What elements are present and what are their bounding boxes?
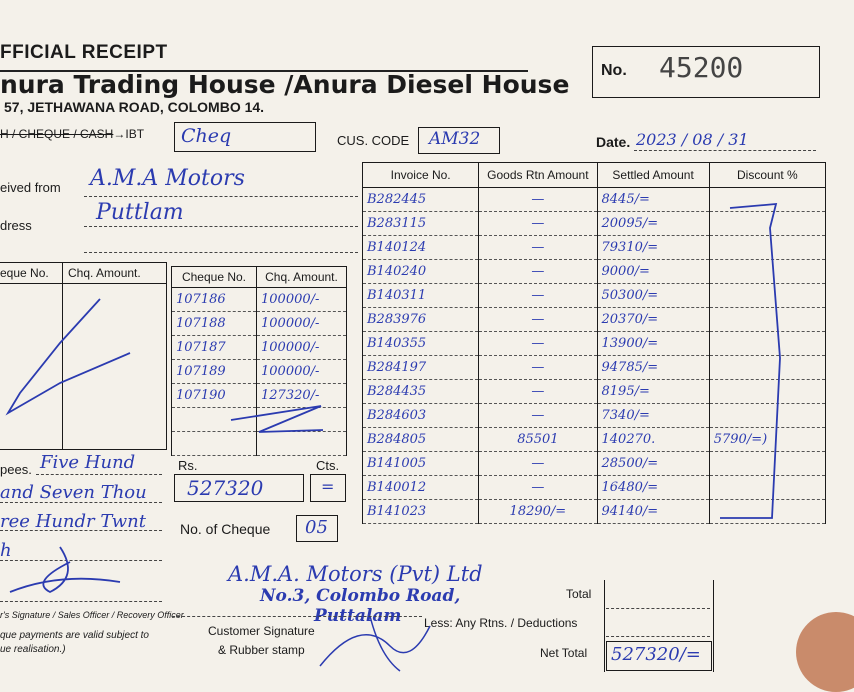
- rupees-words-line3: ree Hundr Twnt: [0, 511, 146, 532]
- goods-rtn-cell: —: [479, 476, 597, 500]
- cts-amount-box: [310, 474, 346, 502]
- settled-amount-cell: 79310/=: [597, 236, 709, 260]
- less-deductions-label: Less: Any Rtns. / Deductions: [424, 616, 578, 630]
- company-name: nura Trading House /Anura Diesel House: [0, 70, 570, 99]
- rupees-line-1: [36, 474, 162, 475]
- stamp-line-3: Puttalam: [314, 606, 402, 626]
- goods-rtn-cell: —: [479, 308, 597, 332]
- stamp-line-2: No.3, Colombo Road,: [260, 586, 461, 606]
- invoice-no-cell: B284435: [363, 380, 479, 404]
- address-label: dress: [0, 218, 32, 233]
- goods-rtn-cell: 18290/=: [479, 500, 597, 524]
- invoice-header-settled: Settled Amount: [597, 163, 709, 188]
- settled-amount-cell: 8445/=: [597, 188, 709, 212]
- cus-code-label: CUS. CODE: [337, 133, 410, 148]
- net-total-box: [606, 641, 712, 671]
- cheque-amount: 100000/-: [257, 336, 347, 360]
- no-of-cheque-value: 05: [305, 517, 328, 538]
- goods-rtn-cell: 85501: [479, 428, 597, 452]
- date-line: [634, 150, 816, 151]
- invoice-no-cell: B140311: [363, 284, 479, 308]
- cheque-note-2: ue realisation.): [0, 644, 66, 655]
- less-line: [606, 636, 710, 637]
- payment-mode-ibt: IBT: [125, 127, 145, 141]
- net-total-label: Net Total: [540, 646, 588, 660]
- invoice-no-cell: B284805: [363, 428, 479, 452]
- address-line: [84, 226, 358, 227]
- signature-scribble: [310, 596, 450, 676]
- total-line: [606, 608, 710, 609]
- invoice-no-cell: B140355: [363, 332, 479, 356]
- settled-amount-cell: 7340/=: [597, 404, 709, 428]
- settled-amount-cell: 20095/=: [597, 212, 709, 236]
- total-label: Total: [566, 587, 592, 601]
- cus-code-value: AM32: [429, 129, 481, 149]
- table-row: [172, 360, 347, 384]
- left-cheque-table: [0, 262, 167, 450]
- thumb-photo: [796, 612, 854, 692]
- left-cheque-header-no: eque No.: [0, 266, 49, 280]
- payment-mode-arrow: →: [113, 127, 126, 141]
- invoice-no-cell: B282445: [363, 188, 479, 212]
- date-value: 2023 / 08 / 31: [636, 130, 749, 149]
- invoice-no-cell: B140124: [363, 236, 479, 260]
- cheque-table: [171, 266, 347, 456]
- settled-amount-cell: 16480/=: [597, 476, 709, 500]
- date-label: Date.: [596, 134, 631, 150]
- cus-code-box: [418, 127, 500, 154]
- invoice-header-discount: Discount %: [709, 163, 825, 188]
- goods-rtn-cell: —: [479, 452, 597, 476]
- discount-bracket-mark: [710, 188, 826, 548]
- rs-amount-box: [174, 474, 304, 502]
- table-row: [172, 336, 347, 360]
- rs-label: Rs.: [178, 458, 198, 473]
- rupees-line-3: [0, 530, 162, 531]
- header-rule: [0, 70, 528, 72]
- goods-rtn-cell: —: [479, 236, 597, 260]
- goods-rtn-cell: —: [479, 188, 597, 212]
- address-line-2: [84, 252, 358, 253]
- table-row: [172, 288, 347, 312]
- invoice-header-no: Invoice No.: [363, 163, 479, 188]
- no-of-cheque-box: [296, 515, 338, 542]
- goods-rtn-cell: —: [479, 260, 597, 284]
- invoice-no-cell: B284197: [363, 356, 479, 380]
- cheque-no: 107188: [172, 312, 257, 336]
- left-cheque-header-amount: Chq. Amount.: [68, 266, 141, 280]
- invoice-no-cell: B283115: [363, 212, 479, 236]
- invoice-no-cell: B141023: [363, 500, 479, 524]
- cts-label: Cts.: [316, 458, 340, 473]
- receipt-number-label: No.: [601, 62, 627, 79]
- settled-amount-cell: 13900/=: [597, 332, 709, 356]
- payment-mode-box: [174, 122, 316, 152]
- invoice-header-rtn: Goods Rtn Amount: [479, 163, 597, 188]
- stamp-line-1: A.M.A. Motors (Pvt) Ltd: [228, 562, 483, 586]
- invoice-no-cell: B140012: [363, 476, 479, 500]
- cts-amount-value: =: [321, 477, 335, 496]
- rs-amount-value: 527320: [187, 476, 264, 500]
- goods-rtn-cell: —: [479, 380, 597, 404]
- invoice-no-cell: B140240: [363, 260, 479, 284]
- payment-mode-value: Cheq: [181, 125, 232, 147]
- settled-amount-cell: 94140/=: [597, 500, 709, 524]
- rupees-label: pees.: [0, 462, 32, 477]
- settled-amount-cell: 50300/=: [597, 284, 709, 308]
- receipt-number: 45200: [659, 51, 744, 84]
- cheque-amount: 100000/-: [257, 312, 347, 336]
- received-from-label: eived from: [0, 180, 61, 195]
- rupees-words-line1: Five Hund: [40, 452, 136, 473]
- cheque-no: 107190: [172, 384, 257, 408]
- settled-amount-cell: 140270.: [597, 428, 709, 452]
- company-address: 57, JETHAWANA ROAD, COLOMBO 14.: [4, 99, 265, 115]
- goods-rtn-cell: —: [479, 404, 597, 428]
- goods-rtn-cell: —: [479, 212, 597, 236]
- cheque-amount: 127320/-: [257, 384, 347, 408]
- discount-cell: 5790/=): [709, 428, 825, 452]
- settled-amount-cell: 94785/=: [597, 356, 709, 380]
- settled-amount-cell: 20370/=: [597, 308, 709, 332]
- cheque-amount: 100000/-: [257, 360, 347, 384]
- no-of-cheque-label: No. of Cheque: [180, 521, 271, 537]
- invoice-no-cell: B283976: [363, 308, 479, 332]
- left-cheque-cancel-mark: [0, 263, 166, 449]
- settled-amount-cell: 28500/=: [597, 452, 709, 476]
- officer-signature-label: r's Signature / Sales Officer / Recovery Officer: [0, 610, 184, 620]
- cheque-table-cancel-mark: [171, 396, 347, 456]
- address-value: Puttlam: [96, 200, 184, 225]
- cheque-note-1: que payments are valid subject to: [0, 630, 149, 641]
- table-row: [172, 312, 347, 336]
- rubber-stamp-label: & Rubber stamp: [218, 643, 305, 657]
- rupees-words-line2: and Seven Thou: [0, 482, 147, 503]
- customer-signature-label: Customer Signature: [208, 624, 315, 638]
- cheque-amount: 100000/-: [257, 288, 347, 312]
- settled-amount-cell: 9000/=: [597, 260, 709, 284]
- cheque-no: 107189: [172, 360, 257, 384]
- receipt-number-box: [592, 46, 820, 98]
- rupees-words-line4: h: [0, 540, 12, 561]
- received-from-line: [84, 196, 358, 197]
- goods-rtn-cell: —: [479, 332, 597, 356]
- net-total-value: 527320/=: [611, 644, 701, 665]
- officer-signature-line: [0, 601, 162, 602]
- goods-rtn-cell: —: [479, 356, 597, 380]
- invoice-no-cell: B141005: [363, 452, 479, 476]
- customer-signature-line: [172, 616, 422, 617]
- receipt-title: FFICIAL RECEIPT: [0, 42, 168, 63]
- cheque-header-no: Cheque No.: [172, 267, 257, 288]
- invoice-no-cell: B284603: [363, 404, 479, 428]
- goods-rtn-cell: —: [479, 284, 597, 308]
- payment-mode-label: [0, 127, 144, 141]
- settled-amount-cell: 8195/=: [597, 380, 709, 404]
- rupees-line-2: [0, 502, 162, 503]
- officer-signature: [0, 542, 140, 602]
- received-from-value: A.M.A Motors: [90, 166, 245, 191]
- cheque-no: 107187: [172, 336, 257, 360]
- cheque-header-amount: Chq. Amount.: [257, 267, 347, 288]
- payment-mode-prefix: H / CHEQUE / CASH: [0, 127, 114, 141]
- invoice-table: [362, 162, 826, 524]
- cheque-no: 107186: [172, 288, 257, 312]
